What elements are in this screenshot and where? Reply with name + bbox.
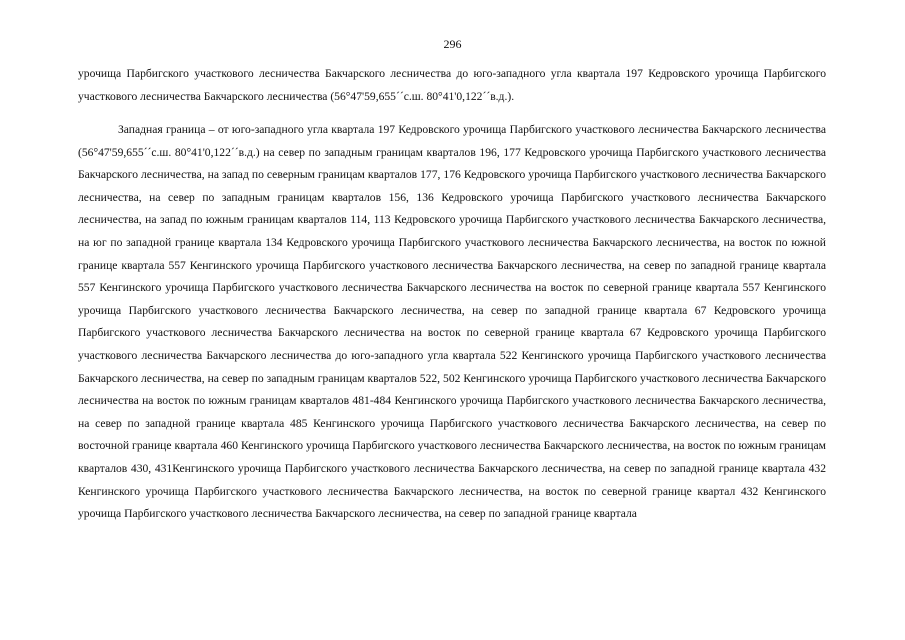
page-number: 296 [443, 37, 462, 51]
continued-paragraph [78, 63, 826, 108]
paragraph-text: Западная граница – от юго-западного угла квартала 197 Кедровского урочища Парбигского участкового лесничества Бакчарского лесничества (56°47'59,655´´с.ш. 80°41'0,122´´в.д.) на север по западным границам кварталов 196, 177 Кедровского урочища Парбигского участкового лесничества Бакчарского лесничества, на запад по северным границам кварталов 177, 176 Кедровского урочища Парбигского участкового лесничества Бакчарского лесничества, на север по западным границам кварталов 156, 136 Кедровского урочища Парбигского участкового лесничества Бакчарского лесничества, на запад по южным границам кварталов 114, 113 Кедровского урочища Парбигского участкового лесничества Бакчарского лесничества, на юг по западной границе квартала 134 Кедровского урочища Парбигского участкового лесничества Бакчарского лесничества, на восток по южной границе квартала 557 Кенгинского урочища Парбигского участкового лесничества Бакчарского лесничества, на север по западной границе квартала 557 Кенгинского урочища Парбигского участкового лесничества Бакчарского лесничества на восток по северной границе квартала 557 Кенгинского урочища Парбигского участкового лесничества Бакчарского лесничества, на север по западной границе квартала 67 Кедровского урочища Парбигского участкового лесничества Бакчарского лесничества на восток по северной границе квартала 67 Кедровского урочища Парбигского участкового лесничества Бакчарского лесничества до юго-западного угла квартала 522 Кенгинского урочища Парбигского участкового лесничества Бакчарского лесничества, на север по западным границам кварталов 522, 502 Кенгинского урочища Парбигского участкового лесничества Бакчарского лесничества на восток по южным границам кварталов 481-484 Кенгинского урочища Парбигского участкового лесничества Бакчарского лесничества, на север по западной границе квартала 485 Кенгинского урочища Парбигского участкового лесничества Бакчарского лесничества, на север по восточной границе квартала 460 Кенгинского урочища Парбигского участкового лесничества Бакчарского лесничества, на восток по южным границам кварталов 430, 431Кенгинского урочища Парбигского участкового лесничества Бакчарского лесничества, на север по западной границе квартала 432 Кенгинского урочища Парбигского участкового лесничества Бакчарского лесничества, на восток по северной границе квартал 432 Кенгинского урочища Парбигского участкового лесничества Бакчарского лесничества, на север по западной границе квартала [78, 123, 826, 521]
paragraph-text: урочища Парбигского участкового лесничества Бакчарского лесничества до юго-западного угла квартала 197 Кедровского урочища Парбигского участкового лесничества Бакчарского лесничества (56°47'59,655´´с.ш. 80°41'0,122´´в.д.). [78, 67, 826, 103]
western-boundary-paragraph [78, 119, 826, 526]
